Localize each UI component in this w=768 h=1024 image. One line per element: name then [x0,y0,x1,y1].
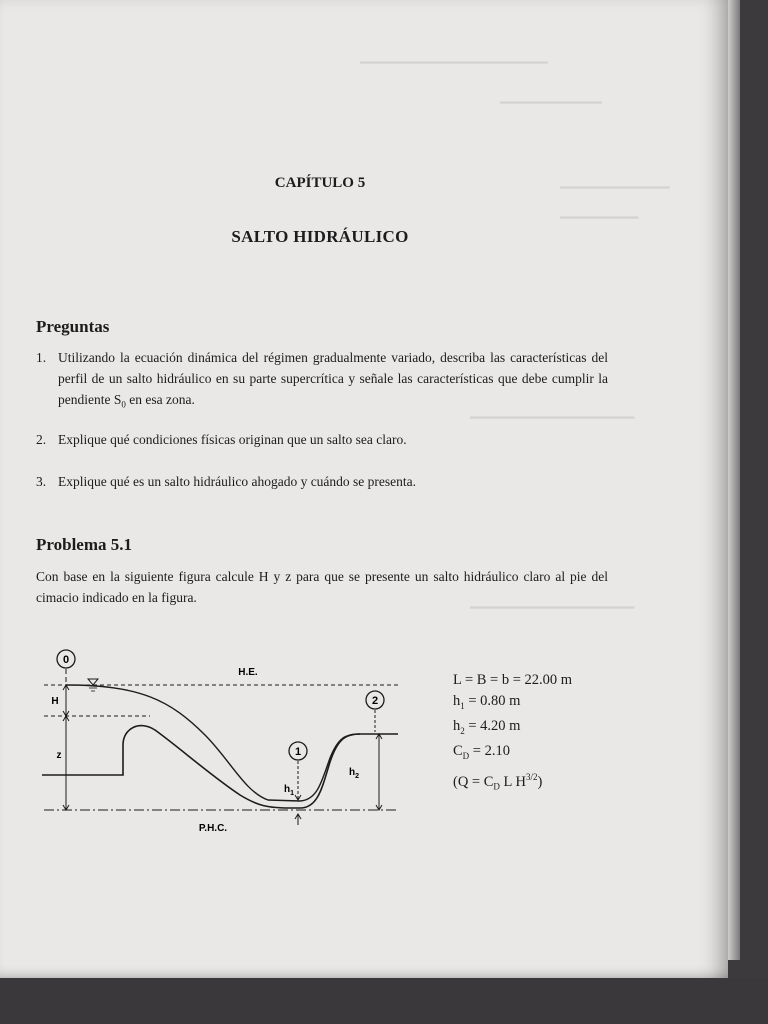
preguntas-heading: Preguntas [36,317,110,336]
data-line-cd: $C_D = 2.10$ [453,743,510,762]
datum-label: P.H.C. [198,823,228,834]
question-text: Utilizando la ecuación dinámica del régimen gradualmente variado, describa las características del perfil de un salto hidráulico en su parte supercrítica y señale las características que debe cumplir la pendiente $S_0$ en esa zona. [58,350,608,410]
question-number: 2. [36,432,47,447]
bleed-through-text: ━━━━━━━━━━━━━━━━━━━━━ [470,600,635,615]
z-label: z [56,750,62,761]
section-2-label: 2 [371,695,379,707]
question-item-3 [36,471,608,492]
problem-data-list [453,670,572,797]
water-surface-icon [88,679,98,685]
section-1-label: 1 [294,746,302,758]
question-text: Explique qué condiciones físicas originan que un salto sea claro. [58,432,407,447]
h2-label: $h_2$ [349,767,360,780]
problema-heading: Problema 5.1 [36,535,133,554]
data-line-formula: ($Q = C_D$ L $H^{3/2}$) [453,771,543,792]
background-strip [0,978,768,1024]
hydraulic-jump-figure [0,640,440,840]
h1-label: $h_1$ [284,784,295,797]
energy-line-label: H.E. [238,667,258,678]
data-line-h1: $h_1 = 0.80$ m [453,692,521,711]
question-text: Explique qué es un salto hidráulico ahogado y cuándo se presenta. [58,474,417,489]
bleed-through-text: ━━━━━━━━━━━━━ [500,95,602,110]
chapter-title: SALTO HIDRÁULICO [231,227,409,246]
H-label: H [51,696,59,707]
bleed-through-text: ━━━━━━━━━━━━━━━━━━━━━ [470,410,635,425]
bleed-through-text: ━━━━━━━━━━━━━━━━━━━━━━━━ [360,55,548,70]
question-number: 3. [36,474,47,489]
question-number: 1. [36,350,47,365]
data-line-length: L = B = b = 22.00 m [453,672,573,688]
section-0-label: 0 [62,654,70,666]
problema-statement: Con base en la siguiente figura calcule H y z para que se presente un salto hidráulico claro al pie del cimacio indicado en la figura. [36,569,608,605]
bleed-through-text: ━━━━━━━━━━ [560,210,639,225]
water-surface-profile [66,685,398,801]
chapter-number: CAPÍTULO 5 [274,175,366,191]
question-item-1 [36,347,608,416]
bleed-through-text: ━━━━━━━━━━━━━━ [560,180,670,195]
page-edge [728,0,740,960]
data-line-h2: $h_2 = 4.20$ m [453,717,521,736]
question-item-2 [36,429,608,450]
